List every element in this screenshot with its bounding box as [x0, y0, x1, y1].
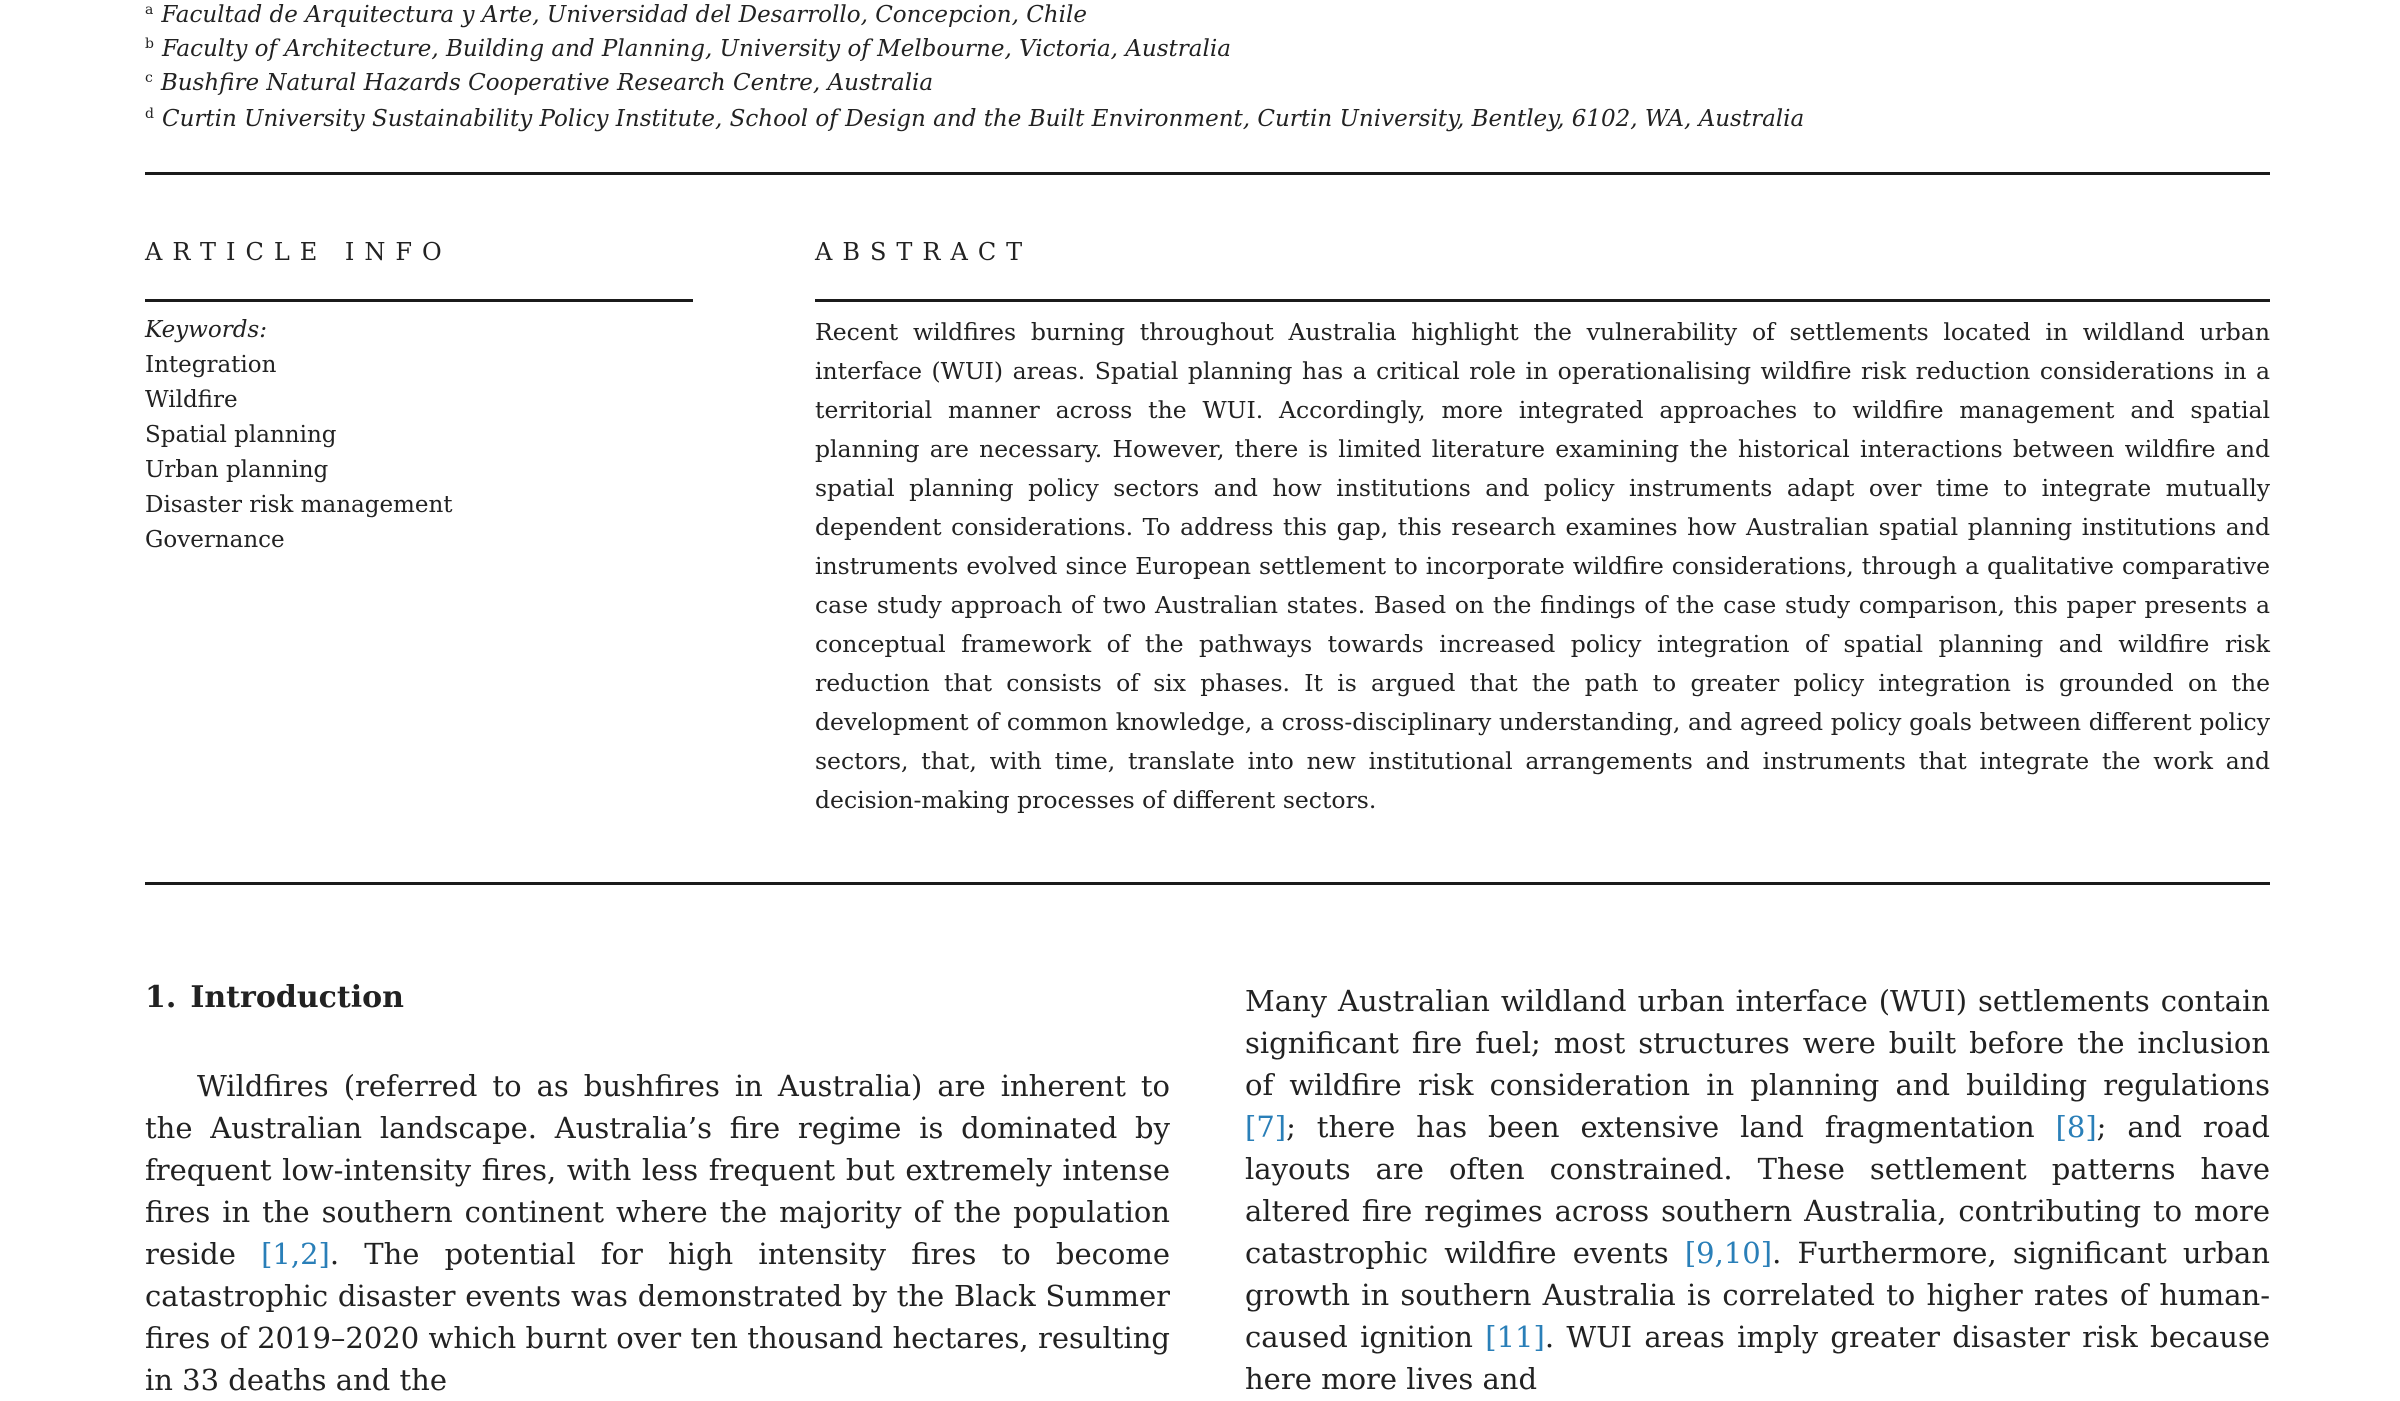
body-text: . The potential for high intensity fires to become catastrophic disaster events was demonstrated by the Black Summer fires of 2019–2020 which burnt over ten thousand hectares, resulting in 33 deaths and the [145, 1237, 1170, 1397]
section-title: Introduction [190, 980, 404, 1015]
citation-link[interactable]: [11] [1485, 1320, 1545, 1354]
body-text: . WUI areas imply greater disaster risk because here more lives and [1245, 1320, 2270, 1396]
abstract-text: Recent wildfires burning throughout Australia highlight the vulnerability of settlements located in wildland urban interface (WUI) areas. Spatial planning has a critical role in operationalising wildfire risk reduction considerations in a territorial manner across the WUI. Accordingly, more integrated approaches to wildfire management and spatial planning are necessary. However, there is limited literature examining the historical interactions between wildfire and spatial planning policy sectors and how institutions and policy instruments adapt over time to integrate mutually dependent considerations. To address this gap, this research examines how Australian spatial planning institutions and instruments evolved since European settlement to incorporate wildfire considerations, through a qualitative comparative case study approach of two Australian states. Based on the findings of the case study comparison, this paper presents a conceptual framework of the pathways towards increased policy integration of spatial planning and wildfire risk reduction that consists of six phases. It is argued that the path to greater policy integration is grounded on the development of common knowledge, a cross-disciplinary understanding, and agreed policy goals between different policy sectors, that, with time, translate into new institutional arrangements and instruments that integrate the work and decision-making processes of different sectors. [815, 318, 2270, 814]
keyword: Governance [145, 527, 285, 553]
body-text: Many Australian wildland urban interface (WUI) settlements contain significant fire fuel; most structures were built before the inclusion of wildfire risk consideration in planning and building regulations [1245, 984, 2270, 1102]
section-number: 1. [145, 980, 177, 1015]
affiliation-a [145, 0, 1087, 33]
affiliation-d [145, 104, 1804, 137]
keyword: Integration [145, 352, 277, 378]
affiliation-text: Curtin University Sustainability Policy Institute, School of Design and the Built Environment, Curtin University, Bentley, 6102, WA, Australia [161, 106, 1805, 132]
body-text: . Furthermore, significant urban growth in southern Australia is correlated to higher rates of human-caused ignition [1245, 1236, 2270, 1354]
affiliation-c [145, 68, 933, 101]
affiliation-mark: d [145, 106, 154, 122]
abstract-divider [815, 299, 2270, 302]
intro-column-left [145, 1065, 1170, 1401]
affiliation-mark: a [145, 2, 154, 18]
keyword: Urban planning [145, 457, 329, 483]
citation-link[interactable]: [9,10] [1684, 1236, 1773, 1270]
citation-link[interactable]: [8] [2055, 1110, 2097, 1144]
paper-page [145, 0, 2270, 1397]
body-text: Wildfires (referred to as bushfires in Australia) are inherent to the Australian landscape. Australia’s fire regime is dominated by frequent low-intensity fires, with less frequent but extremely intense fires in the southern continent where the majority of the population reside [145, 1069, 1170, 1271]
affiliation-mark: c [145, 70, 153, 86]
affiliation-text: Faculty of Architecture, Building and Planning, University of Melbourne, Victoria, Australia [161, 36, 1231, 62]
affiliation-text: Bushfire Natural Hazards Cooperative Research Centre, Australia [160, 70, 934, 96]
body-text: ; and road layouts are often constrained. These settlement patterns have altered fire regimes across southern Australia, contributing to more catastrophic wildfire events [1245, 1110, 2270, 1270]
abstract-bottom-divider [145, 882, 2270, 885]
affiliation-mark: b [145, 36, 154, 52]
section-heading-introduction [145, 980, 404, 1015]
header-divider [145, 172, 2270, 175]
article-info-divider [145, 299, 693, 302]
keywords-label: Keywords: [145, 317, 267, 343]
keyword: Wildfire [145, 387, 238, 413]
keyword: Disaster risk management [145, 492, 453, 518]
citation-link[interactable]: [7] [1245, 1110, 1287, 1144]
keyword: Spatial planning [145, 422, 337, 448]
article-info-heading: ARTICLE INFO [145, 238, 452, 266]
citation-link[interactable]: [1,2] [261, 1237, 330, 1271]
abstract-heading: ABSTRACT [815, 238, 1033, 266]
body-text: ; there has been extensive land fragmentation [1286, 1110, 2056, 1144]
affiliation-text: Facultad de Arquitectura y Arte, Universidad del Desarrollo, Concepcion, Chile [161, 2, 1087, 28]
keywords-list [145, 313, 693, 558]
affiliation-b [145, 34, 1231, 67]
intro-column-right [1245, 980, 2270, 1400]
